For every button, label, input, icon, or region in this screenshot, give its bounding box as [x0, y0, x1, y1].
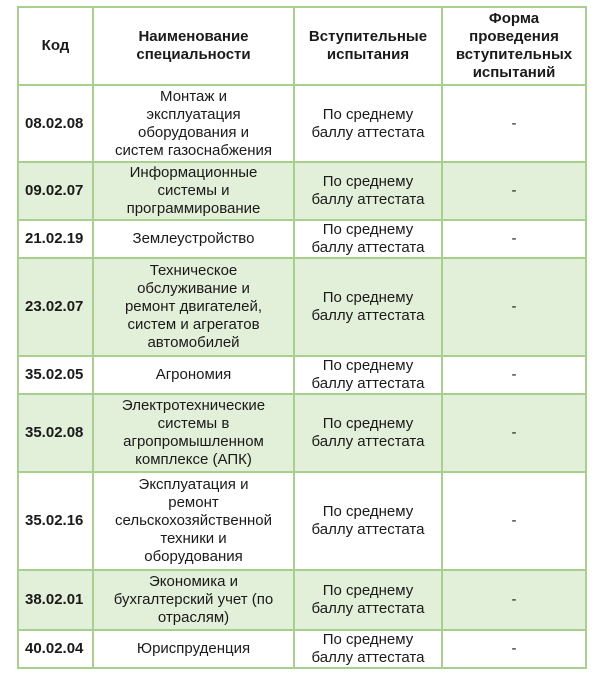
specialties-table — [17, 6, 587, 669]
row-name: Эксплуатация и ремонт сельскохозяйственной техники и оборудования — [93, 472, 294, 570]
header-row — [18, 7, 586, 85]
row-name: Агрономия — [93, 356, 294, 394]
row-code: 40.02.04 — [18, 630, 93, 668]
row-form: - — [442, 394, 586, 472]
table-row — [18, 394, 586, 472]
row-form: - — [442, 85, 586, 162]
row-code: 35.02.05 — [18, 356, 93, 394]
row-exam: По среднему баллу аттестата — [294, 85, 442, 162]
table-row — [18, 356, 586, 394]
row-form: - — [442, 570, 586, 630]
table-row — [18, 258, 586, 356]
row-form: - — [442, 162, 586, 220]
header-name: Наименование специальности — [93, 7, 294, 85]
table-row — [18, 220, 586, 258]
row-code: 35.02.16 — [18, 472, 93, 570]
row-exam: По среднему баллу аттестата — [294, 630, 442, 668]
row-form: - — [442, 220, 586, 258]
row-form: - — [442, 258, 586, 356]
row-exam: По среднему баллу аттестата — [294, 472, 442, 570]
row-code: 09.02.07 — [18, 162, 93, 220]
row-code: 21.02.19 — [18, 220, 93, 258]
row-form: - — [442, 356, 586, 394]
table-row — [18, 630, 586, 668]
row-name: Экономика и бухгалтерский учет (по отраслям) — [93, 570, 294, 630]
row-name: Информационные системы и программирование — [93, 162, 294, 220]
row-exam: По среднему баллу аттестата — [294, 162, 442, 220]
table-row — [18, 85, 586, 162]
row-form: - — [442, 630, 586, 668]
row-name: Землеустройство — [93, 220, 294, 258]
row-code: 08.02.08 — [18, 85, 93, 162]
table-row — [18, 472, 586, 570]
row-exam: По среднему баллу аттестата — [294, 258, 442, 356]
row-code: 35.02.08 — [18, 394, 93, 472]
row-name: Техническое обслуживание и ремонт двигателей, систем и агрегатов автомобилей — [93, 258, 294, 356]
row-name: Монтаж и эксплуатация оборудования и систем газоснабжения — [93, 85, 294, 162]
header-exam: Вступительные испытания — [294, 7, 442, 85]
table-row — [18, 570, 586, 630]
row-name: Юриспруденция — [93, 630, 294, 668]
table-row — [18, 162, 586, 220]
row-exam: По среднему баллу аттестата — [294, 394, 442, 472]
row-code: 38.02.01 — [18, 570, 93, 630]
row-code: 23.02.07 — [18, 258, 93, 356]
row-form: - — [442, 472, 586, 570]
row-exam: По среднему баллу аттестата — [294, 220, 442, 258]
header-form: Форма проведения вступительных испытаний — [442, 7, 586, 85]
row-exam: По среднему баллу аттестата — [294, 356, 442, 394]
header-code: Код — [18, 7, 93, 85]
row-exam: По среднему баллу аттестата — [294, 570, 442, 630]
row-name: Электротехнические системы в агропромышленном комплексе (АПК) — [93, 394, 294, 472]
